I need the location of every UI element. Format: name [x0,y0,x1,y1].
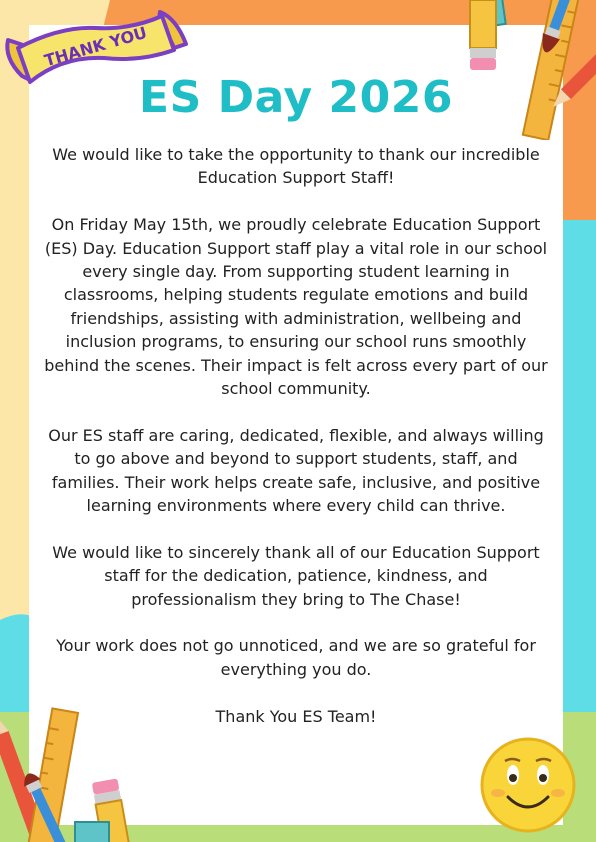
paragraph-es-staff: Our ES staff are caring, dedicated, flexible, and always willing to go above and beyond to support students, staff, and families. Their work helps create safe, inclusive, and positive learning environments where every child can thrive. [48,425,544,516]
thank-you-text: THANK YOU [42,22,149,71]
paragraph-intro: We would like to take the opportunity to thank our incredible Education Support Staff! [52,145,540,188]
pencil-icon [470,0,496,70]
eraser-icon [75,822,109,842]
paragraph-grateful: Your work does not go unnoticed, and we are so grateful for everything you do. [56,636,536,679]
letter-body [40,143,552,728]
smiley-face-icon [478,735,578,835]
page-title: ES Day 2026 [139,72,453,123]
paragraph-signoff: Thank You ES Team! [215,706,377,726]
paragraph-thanks: We would like to sincerely thank all of our Education Support staff for the dedication, patience, kindness, and professionalism they bring to The Chase! [52,542,540,609]
paragraph-es-day: On Friday May 15th, we proudly celebrate Education Support (ES) Day. Education Support staff play a vital role in our school every single day. From supporting student learning in classrooms, helping students regulate emotions and build friendships, assisting with administration, wellbeing and inclusion programs, to ensuring our school runs smoothly behind the scenes. Their impact is felt across every part of our school community. [44,215,548,399]
